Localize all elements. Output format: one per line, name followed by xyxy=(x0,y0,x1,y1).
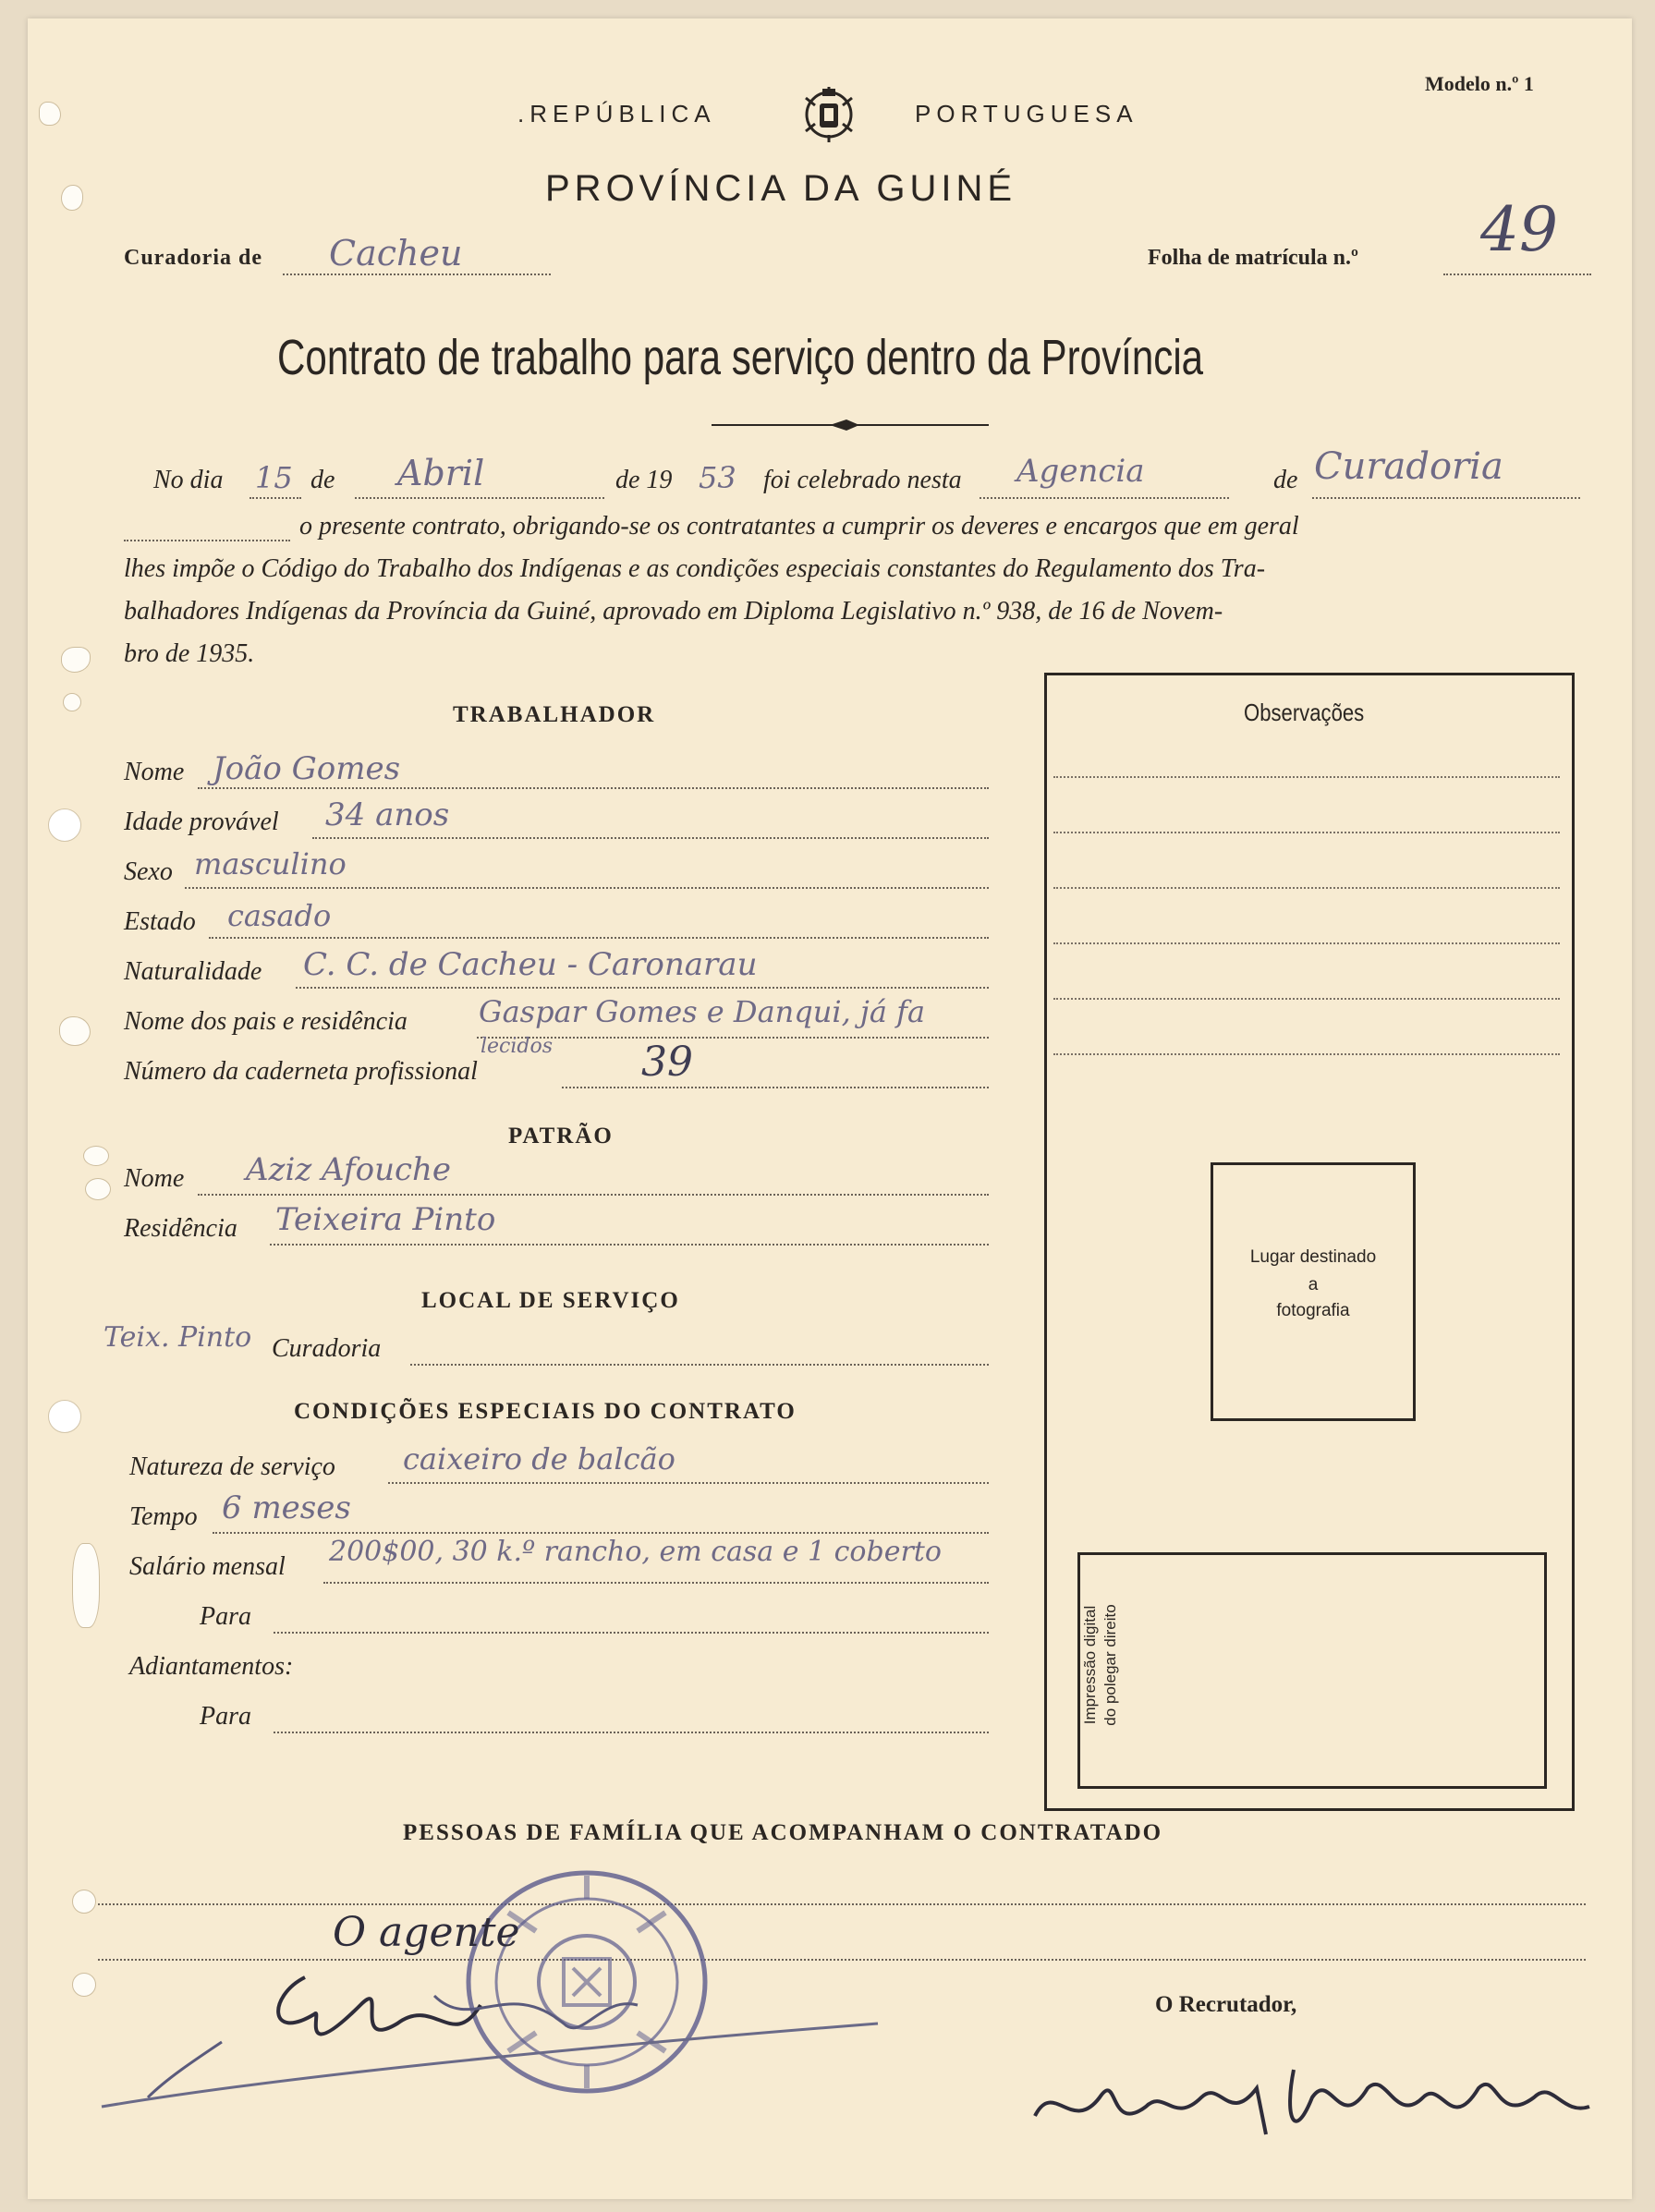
caderneta-value[interactable]: 39 xyxy=(641,1039,693,1086)
torn-hole xyxy=(72,1890,96,1914)
natureza-value[interactable]: caixeiro de balcão xyxy=(403,1441,675,1477)
residencia-line xyxy=(270,1244,989,1246)
intro-de1: de xyxy=(310,466,335,494)
tempo-label: Tempo xyxy=(129,1502,198,1531)
natureza-line xyxy=(388,1482,989,1484)
nome-label: Nome xyxy=(124,758,185,786)
salario-line xyxy=(323,1582,989,1584)
para1-line xyxy=(274,1632,989,1634)
sexo-value[interactable]: masculino xyxy=(194,846,347,881)
intro-year[interactable]: 53 xyxy=(699,460,736,495)
recruiter-signature xyxy=(1016,2042,1608,2162)
intro-place2[interactable]: Curadoria xyxy=(1314,445,1503,488)
familia-heading: PESSOAS DE FAMÍLIA QUE ACOMPANHAM O CONTRATADO xyxy=(403,1820,1163,1845)
tempo-line xyxy=(213,1532,989,1534)
local-line xyxy=(410,1364,989,1366)
intro-line2: o presente contrato, obrigando-se os contratantes a cumprir os deveres e encargos que em geral xyxy=(299,512,1299,541)
intro-foi: foi celebrado nesta xyxy=(763,466,962,494)
province-title: PROVÍNCIA DA GUINÉ xyxy=(545,168,1017,209)
residencia-label: Residência xyxy=(124,1214,237,1243)
thumbprint-label-1: Impressão digital xyxy=(1081,1605,1099,1725)
obs-line xyxy=(1053,1053,1560,1055)
patrao-nome-value[interactable]: Aziz Afouche xyxy=(246,1151,452,1188)
thumbprint-label-2: do polegar direito xyxy=(1101,1604,1119,1726)
curadoria-label: Curadoria de xyxy=(124,246,262,270)
intro-blank-line xyxy=(124,540,290,541)
obs-line xyxy=(1053,776,1560,778)
patrao-nome-line xyxy=(198,1194,989,1196)
trabalhador-heading: TRABALHADOR xyxy=(453,702,656,727)
obs-line xyxy=(1053,998,1560,1000)
place-line xyxy=(980,497,1229,499)
republic-right: PORTUGUESA xyxy=(915,100,1138,128)
curadoria-line xyxy=(283,273,551,275)
estado-line xyxy=(209,937,989,939)
residencia-value[interactable]: Teixeira Pinto xyxy=(275,1201,496,1238)
punch-hole xyxy=(48,808,81,842)
obs-line xyxy=(1053,942,1560,944)
pais-value[interactable]: Gaspar Gomes e Danqui, já fa xyxy=(479,994,926,1029)
folha-label: Folha de matrícula n.º xyxy=(1148,246,1358,270)
obs-line xyxy=(1053,832,1560,833)
place2-line xyxy=(1312,497,1580,499)
photo-label-2: a xyxy=(1308,1275,1319,1294)
punch-hole xyxy=(48,1400,81,1433)
estado-value[interactable]: casado xyxy=(227,898,332,933)
recruiter-label: O Recrutador, xyxy=(1155,1992,1297,2017)
para2-line xyxy=(274,1732,989,1733)
intro-place[interactable]: Agencia xyxy=(1016,453,1145,490)
day-line xyxy=(249,497,301,499)
local-prefix-value[interactable]: Teix. Pinto xyxy=(103,1321,252,1354)
obs-line xyxy=(1053,887,1560,889)
para1-label: Para xyxy=(200,1602,251,1631)
folha-value[interactable]: 49 xyxy=(1480,194,1558,265)
patrao-heading: PATRÃO xyxy=(508,1124,614,1149)
torn-hole xyxy=(61,185,83,211)
intro-de2: de 19 xyxy=(615,466,673,494)
tempo-value[interactable]: 6 meses xyxy=(222,1489,351,1526)
patrao-nome-label: Nome xyxy=(124,1164,185,1193)
local-curadoria-label: Curadoria xyxy=(272,1334,382,1363)
contract-page xyxy=(28,18,1632,2199)
pais-value-2[interactable]: lecidos xyxy=(481,1035,554,1058)
intro-line3: lhes impõe o Código do Trabalho dos Indígenas e as condições especiais constantes do Regulamento dos Tra- xyxy=(124,554,1266,583)
torn-hole xyxy=(39,102,61,126)
salario-value[interactable]: 200$00, 30 k.º rancho, em casa e 1 coberto xyxy=(329,1536,942,1568)
month-line xyxy=(355,497,604,499)
folha-line xyxy=(1443,273,1591,275)
natureza-label: Natureza de serviço xyxy=(129,1452,335,1481)
thumbprint-box[interactable] xyxy=(1077,1552,1547,1789)
photo-label-1: Lugar destinado xyxy=(1249,1247,1377,1267)
condicoes-heading: CONDIÇÕES ESPECIAIS DO CONTRATO xyxy=(294,1399,797,1424)
sexo-line xyxy=(185,887,989,889)
intro-line4: balhadores Indígenas da Província da Guiné, aprovado em Diploma Legislativo n.º 938, de 16 de Novem- xyxy=(124,597,1223,626)
torn-hole xyxy=(83,1146,109,1166)
observations-heading: Observações xyxy=(1244,699,1365,726)
ornament-divider xyxy=(712,416,989,434)
torn-hole xyxy=(72,1543,100,1628)
familia-line xyxy=(98,1903,1586,1905)
salario-label: Salário mensal xyxy=(129,1552,286,1581)
intro-no-dia: No dia xyxy=(153,466,224,494)
intro-line5: bro de 1935. xyxy=(124,639,255,668)
intro-month[interactable]: Abril xyxy=(397,453,485,493)
naturalidade-label: Naturalidade xyxy=(124,957,262,986)
model-number: Modelo n.º 1 xyxy=(1425,72,1534,95)
nome-line xyxy=(198,787,989,789)
nome-value[interactable]: João Gomes xyxy=(213,750,401,787)
torn-hole xyxy=(85,1178,111,1200)
caderneta-line xyxy=(562,1087,989,1088)
caderneta-label: Número da caderneta profissional xyxy=(124,1057,478,1086)
republic-left: .REPÚBLICA xyxy=(517,100,716,128)
coat-of-arms-icon xyxy=(800,85,858,144)
agent-signature xyxy=(83,1940,915,2125)
idade-label: Idade provável xyxy=(124,808,279,836)
pais-label: Nome dos pais e residência xyxy=(124,1007,408,1036)
torn-hole xyxy=(59,1016,91,1046)
contract-title: Contrato de trabalho para serviço dentro da Província xyxy=(277,330,1204,385)
local-heading: LOCAL DE SERVIÇO xyxy=(421,1288,680,1313)
naturalidade-line xyxy=(296,987,989,989)
naturalidade-value[interactable]: C. C. de Cacheu - Caronarau xyxy=(303,946,758,983)
adiantamentos-label: Adiantamentos: xyxy=(129,1652,294,1681)
pais-line xyxy=(477,1037,989,1039)
intro-de3: de xyxy=(1273,466,1298,494)
para2-label: Para xyxy=(200,1702,251,1731)
torn-hole xyxy=(61,647,91,673)
torn-hole xyxy=(63,693,81,711)
sexo-label: Sexo xyxy=(124,857,173,886)
photo-label-3: fotografia xyxy=(1276,1301,1350,1320)
curadoria-value[interactable]: Cacheu xyxy=(329,233,463,273)
estado-label: Estado xyxy=(124,907,196,936)
intro-day[interactable]: 15 xyxy=(255,460,293,495)
idade-value[interactable]: 34 anos xyxy=(325,796,450,833)
agent-note[interactable]: O agente xyxy=(333,1909,520,1956)
idade-line xyxy=(312,837,989,839)
